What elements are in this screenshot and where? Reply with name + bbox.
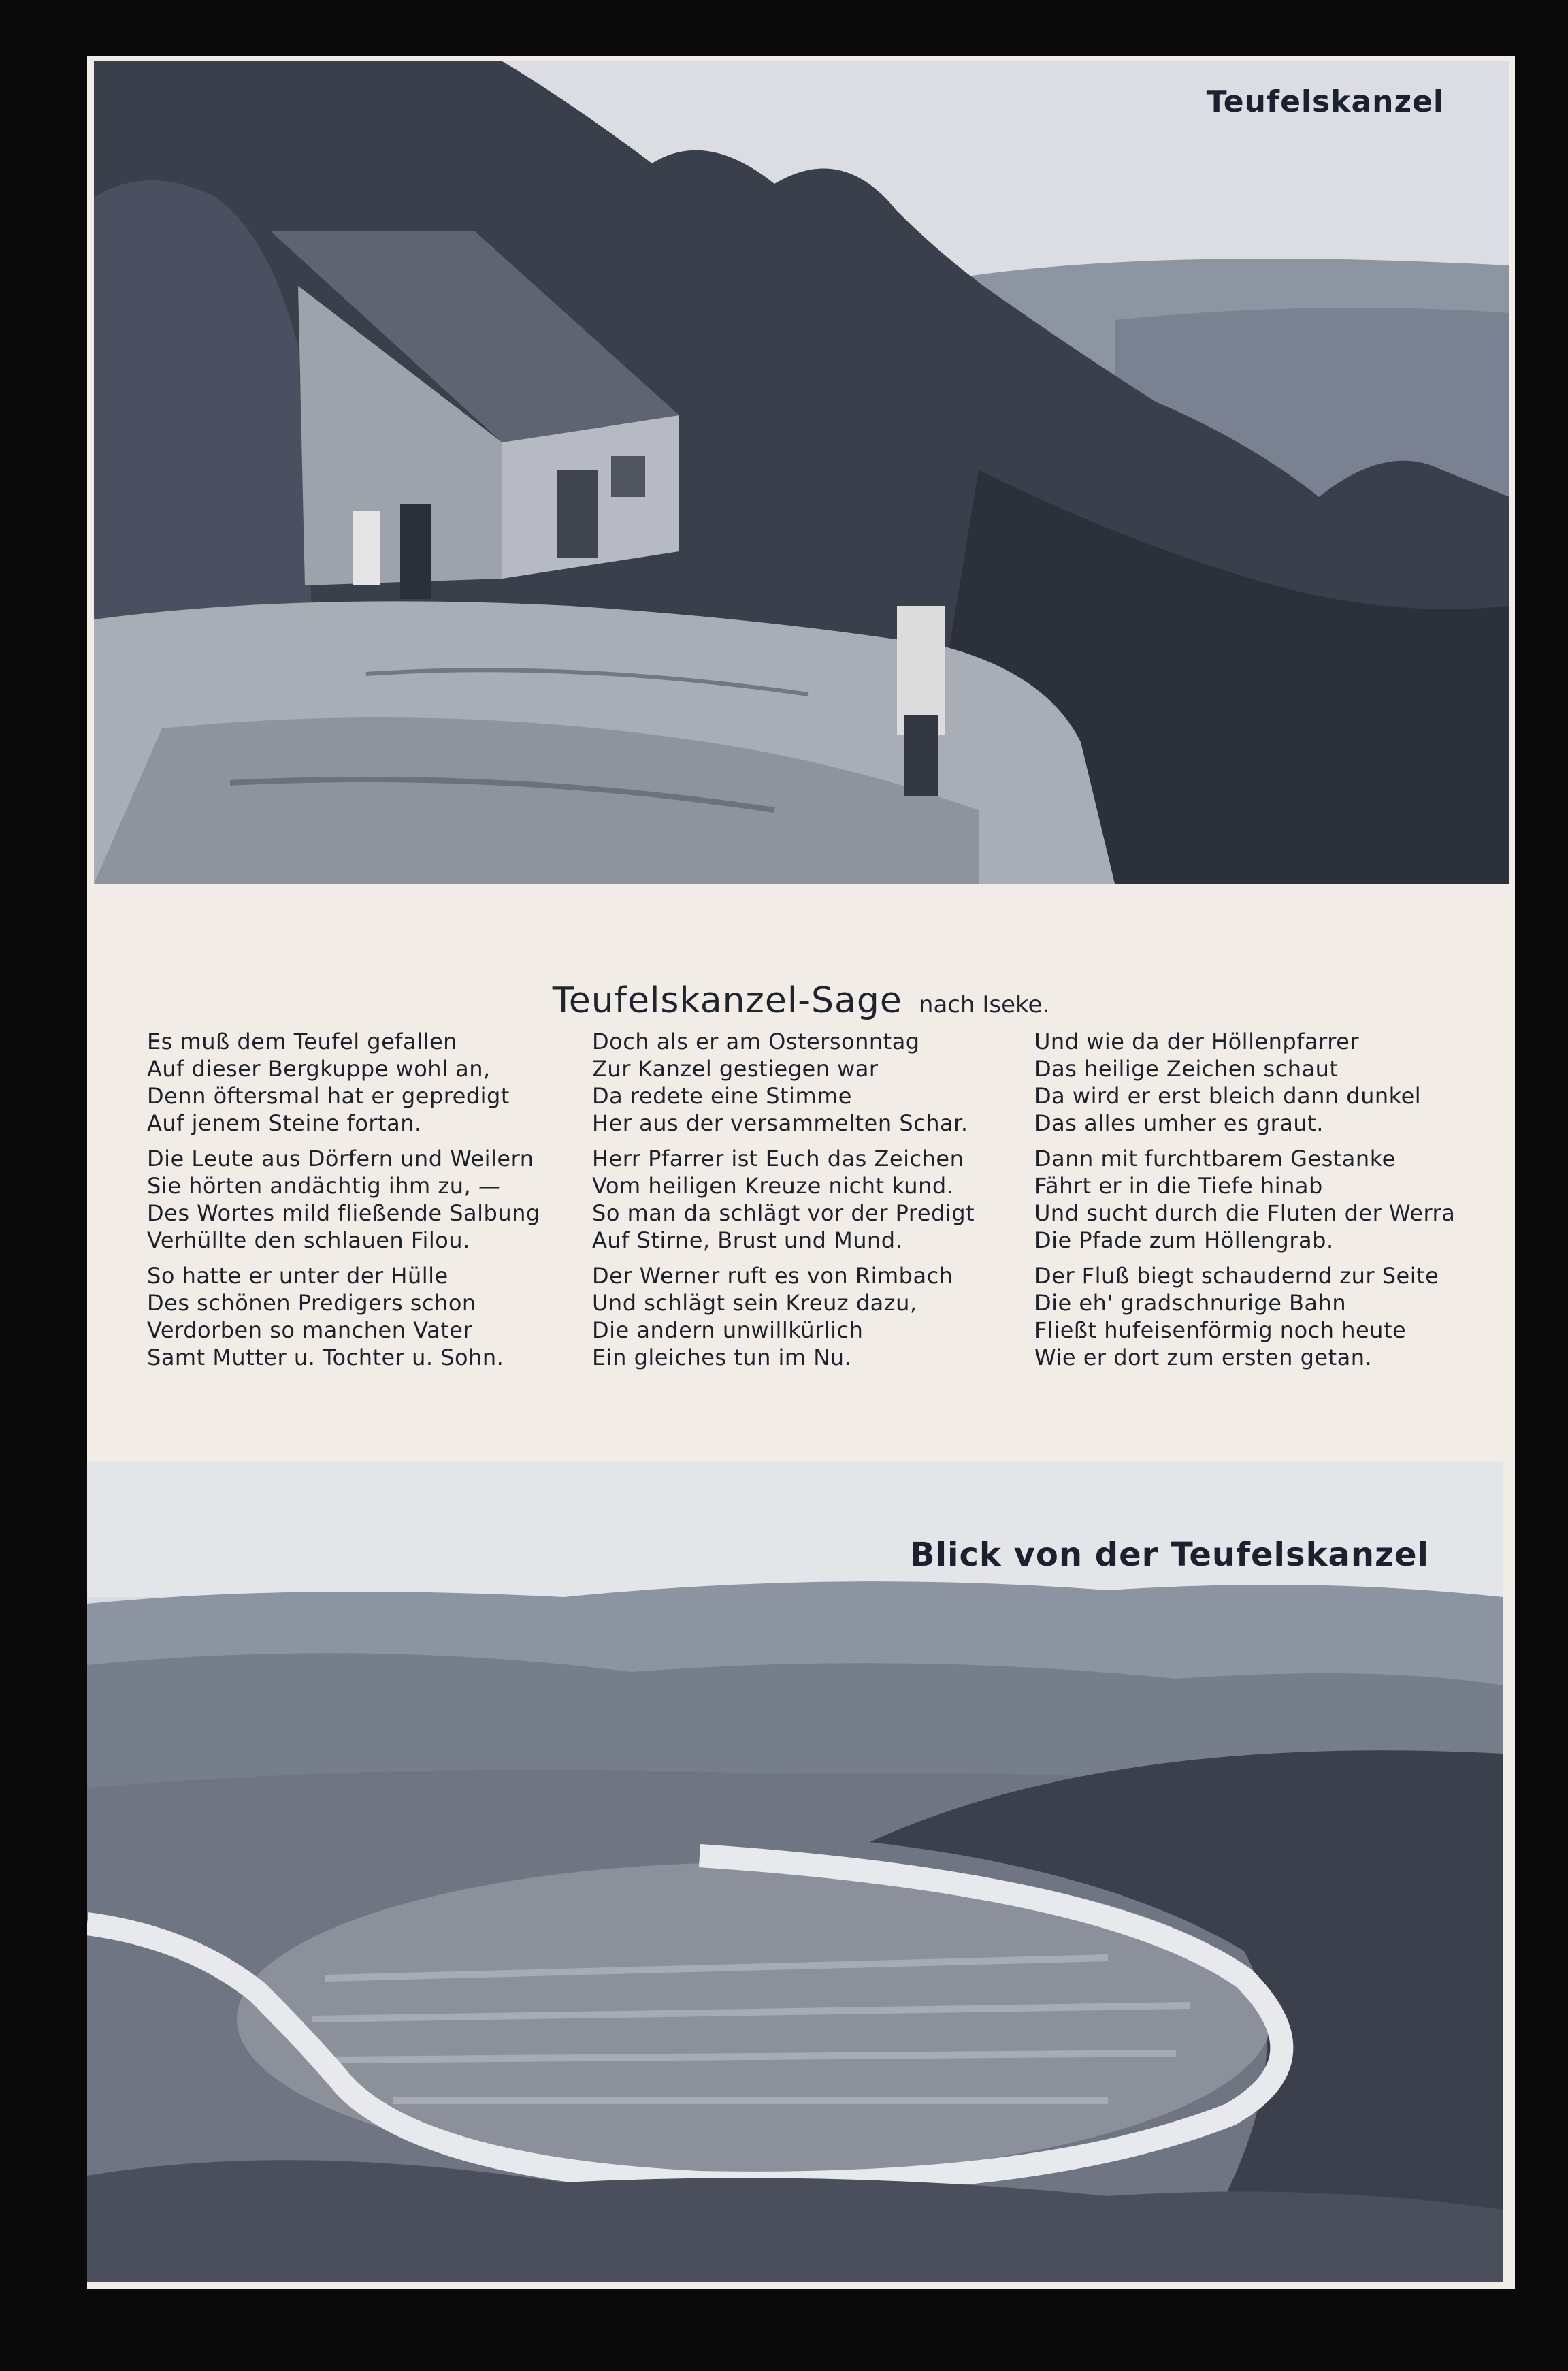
poem-line: Vom heiligen Kreuze nicht kund. xyxy=(592,1173,954,1199)
poem-stanza xyxy=(147,1028,596,1137)
poem-line: Und schlägt sein Kreuz dazu, xyxy=(592,1290,917,1316)
photo-teufelskanzel-hut xyxy=(94,61,1509,884)
poem-line: Es muß dem Teufel gefallen xyxy=(147,1029,457,1054)
poem-stanza xyxy=(147,1262,596,1371)
poem-line: Herr Pfarrer ist Euch das Zeichen xyxy=(592,1146,964,1172)
poem-line: Der Werner ruft es von Rimbach xyxy=(592,1263,953,1289)
bottom-photo-caption: Blick von der Teufelskanzel xyxy=(909,1536,1429,1574)
poem-stanza xyxy=(1034,1028,1484,1137)
poem-column-3 xyxy=(1034,1028,1484,1379)
poem-line: Da wird er erst bleich dann dunkel xyxy=(1034,1083,1422,1109)
poem-line: Samt Mutter u. Tochter u. Sohn. xyxy=(147,1344,504,1370)
poem-stanza xyxy=(147,1145,596,1254)
poem-line: Die Pfade zum Höllengrab. xyxy=(1034,1227,1334,1253)
poem-line: Ein gleiches tun im Nu. xyxy=(592,1344,852,1370)
poem-title: Teufelskanzel-Sage xyxy=(552,980,902,1021)
poem-line: Das heilige Zeichen schaut xyxy=(1034,1056,1339,1082)
poem-line: Doch als er am Ostersonntag xyxy=(592,1029,920,1054)
postcard xyxy=(87,56,1515,2289)
poem-line: So hatte er unter der Hülle xyxy=(147,1263,448,1289)
poem-line: Verdorben so manchen Vater xyxy=(147,1317,473,1343)
poem-line: So man da schlägt vor der Predigt xyxy=(592,1200,975,1226)
poem-stanza xyxy=(592,1028,1041,1137)
poem-line: Denn öftersmal hat er gepredigt xyxy=(147,1083,510,1109)
poem-line: Auf Stirne, Brust und Mund. xyxy=(592,1227,903,1253)
poem-column-2 xyxy=(592,1028,1041,1379)
poem-line: Dann mit furchtbarem Gestanke xyxy=(1034,1146,1396,1172)
poem-line: Fährt er in die Tiefe hinab xyxy=(1034,1173,1323,1199)
poem-subtitle: nach Iseke. xyxy=(918,991,1050,1018)
poem-stanza xyxy=(592,1145,1041,1254)
poem-line: Fließt hufeisenförmig noch heute xyxy=(1034,1317,1407,1343)
poem-line: Und sucht durch die Fluten der Werra xyxy=(1034,1200,1456,1226)
poem-stanza xyxy=(592,1262,1041,1371)
poem-column-1 xyxy=(147,1028,596,1379)
poem-stanza xyxy=(1034,1262,1484,1371)
poem-line: Sie hörten andächtig ihm zu, — xyxy=(147,1173,501,1199)
poem-line: Die andern unwillkürlich xyxy=(592,1317,864,1343)
poem-line: Die Leute aus Dörfern und Weilern xyxy=(147,1146,534,1172)
poem-line: Her aus der versammelten Schar. xyxy=(592,1110,968,1136)
top-photo-caption: Teufelskanzel xyxy=(1206,84,1444,119)
poem-line: Des Wortes mild fließende Salbung xyxy=(147,1200,540,1226)
poem-line: Wie er dort zum ersten getan. xyxy=(1034,1344,1373,1370)
hut-scene-illustration xyxy=(94,61,1509,884)
poem-line: Der Fluß biegt schaudernd zur Seite xyxy=(1034,1263,1439,1289)
poem-line: Auf jenem Steine fortan. xyxy=(147,1110,422,1136)
poem-line: Und wie da der Höllenpfarrer xyxy=(1034,1029,1359,1054)
poem-stanza xyxy=(1034,1145,1484,1254)
poem-line: Verhüllte den schlauen Filou. xyxy=(147,1227,470,1253)
poem-line: Da redete eine Stimme xyxy=(592,1083,852,1109)
poem-line: Zur Kanzel gestiegen war xyxy=(592,1056,879,1082)
river-bend-illustration xyxy=(87,1461,1503,2282)
poem-line: Auf dieser Bergkuppe wohl an, xyxy=(147,1056,491,1082)
poem-line: Des schönen Predigers schon xyxy=(147,1290,476,1316)
poem-line: Die eh' gradschnurige Bahn xyxy=(1034,1290,1347,1316)
poem-heading xyxy=(87,980,1515,1021)
photo-werra-river-bend xyxy=(87,1461,1503,2282)
poem-line: Das alles umher es graut. xyxy=(1034,1110,1324,1136)
